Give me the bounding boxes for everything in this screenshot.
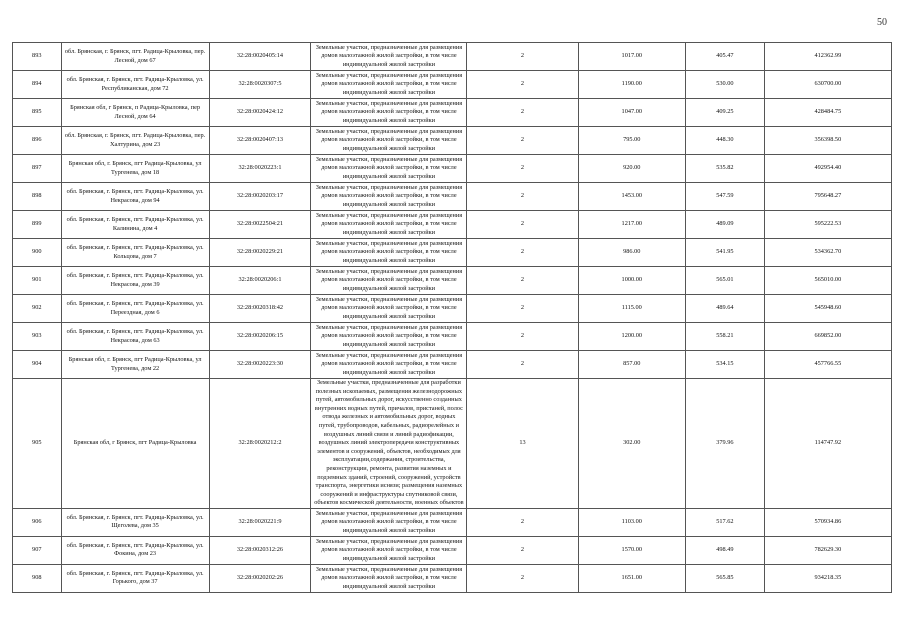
cadastral-value-cell: 630700.00 (764, 71, 891, 99)
address-cell: обл. Брянская, г. Брянск, пгт. Радица-Крыловка, ул. Переездная, дом 6 (61, 295, 209, 323)
group-cell: 2 (467, 183, 578, 211)
area-cell: 1017.00 (578, 43, 686, 71)
group-cell: 2 (467, 508, 578, 536)
cadastral-value-cell: 795648.27 (764, 183, 891, 211)
cadastral-number-cell: 32:28:0020223:30 (209, 351, 311, 379)
land-registry-table (12, 42, 892, 593)
table-row (13, 127, 892, 155)
group-cell: 2 (467, 99, 578, 127)
table-row (13, 323, 892, 351)
address-cell: обл. Брянская, г. Брянск, пгт. Радица-Крыловка, ул. Некрасова, дом 94 (61, 183, 209, 211)
cadastral-number-cell: 32:28:0020202:26 (209, 564, 311, 592)
table-row (13, 99, 892, 127)
row-number: 907 (13, 536, 62, 564)
row-number: 908 (13, 564, 62, 592)
cadastral-value-cell: 534362.70 (764, 239, 891, 267)
address-cell: обл. Брянская, г. Брянск, пгт. Радица-Крыловка, ул. Кольцова, дом 7 (61, 239, 209, 267)
cadastral-number-cell: 32:28:0020223:1 (209, 155, 311, 183)
cadastral-value-cell: 545948.60 (764, 295, 891, 323)
specific-value-cell: 565.85 (686, 564, 765, 592)
specific-value-cell: 517.62 (686, 508, 765, 536)
table-row (13, 379, 892, 509)
cadastral-value-cell: 565010.00 (764, 267, 891, 295)
table-row (13, 351, 892, 379)
table-row (13, 71, 892, 99)
area-cell: 1000.00 (578, 267, 686, 295)
row-number: 899 (13, 211, 62, 239)
cadastral-number-cell: 32:28:0020405:14 (209, 43, 311, 71)
area-cell: 795.00 (578, 127, 686, 155)
specific-value-cell: 489.64 (686, 295, 765, 323)
group-cell: 2 (467, 295, 578, 323)
cadastral-number-cell: 32:28:0020307:5 (209, 71, 311, 99)
cadastral-number-cell: 32:28:0020229:21 (209, 239, 311, 267)
table-row (13, 43, 892, 71)
land-use-cell: Земельные участки, предназначенные для размещения домов малоэтажной жилой застройки, в том числе индивидуальной жилой застройки (311, 351, 467, 379)
cadastral-number-cell: 32:28:0020424:12 (209, 99, 311, 127)
group-cell: 2 (467, 267, 578, 295)
address-cell: обл. Брянская, г. Брянск, пгт. Радица-Крыловка, пер. Халтурина, дом 23 (61, 127, 209, 155)
land-use-cell: Земельные участки, предназначенные для размещения домов малоэтажной жилой застройки, в том числе индивидуальной жилой застройки (311, 295, 467, 323)
area-cell: 1217.00 (578, 211, 686, 239)
group-cell: 2 (467, 351, 578, 379)
cadastral-number-cell: 32:28:0020312:26 (209, 536, 311, 564)
group-cell: 13 (467, 379, 578, 509)
address-cell: обл. Брянская, г. Брянск, пгт. Радица-Крыловка, ул. Некрасова, дом 39 (61, 267, 209, 295)
area-cell: 1190.00 (578, 71, 686, 99)
specific-value-cell: 541.95 (686, 239, 765, 267)
specific-value-cell: 405.47 (686, 43, 765, 71)
row-number: 900 (13, 239, 62, 267)
land-use-cell: Земельные участки, предназначенные для размещения домов малоэтажной жилой застройки, в том числе индивидуальной жилой застройки (311, 211, 467, 239)
cadastral-number-cell: 32:28:0022504:21 (209, 211, 311, 239)
area-cell: 302.00 (578, 379, 686, 509)
table-row (13, 155, 892, 183)
table-body (13, 43, 892, 593)
address-cell: обл. Брянская, г. Брянск, пгт. Радица-Крыловка, ул. Республиканская, дом 72 (61, 71, 209, 99)
area-cell: 1651.00 (578, 564, 686, 592)
group-cell: 2 (467, 323, 578, 351)
cadastral-number-cell: 32:28:0020206:1 (209, 267, 311, 295)
land-use-cell: Земельные участки, предназначенные для разработки полезных ископаемых, размещения железнодорожных путей, автомобильных дорог, искусственно созданных внутренних водных путей, причалов, пристаней, полос отвода железных и автомобильных дорог, водных путей, трубопроводов, кабельных, радиорелейных и воздушных линий связи и линий радиофикации, воздушных линий электропередачи конструктивных элементов и сооружений, объектов, необходимых для эксплуатации,содержания, строительства, реконструкции, ремонта, развития наземных и подземных зданий, строений, сооружений, устройств транспорта, энергетики иснязи; размещения наземных сооружений и инфраструктуры спутниковой связи, объектов космической деятельности, военных объектов (311, 379, 467, 509)
address-cell: Брянская обл, г. Брянск, пгт Радица-Крыловка, ул Тургенева, дом 18 (61, 155, 209, 183)
address-cell: Брянская обл, г Брянск, пгт Радица-Крыловка (61, 379, 209, 509)
land-use-cell: Земельные участки, предназначенные для размещения домов малоэтажной жилой застройки, в том числе индивидуальной жилой застройки (311, 536, 467, 564)
land-use-cell: Земельные участки, предназначенные для размещения домов малоэтажной жилой застройки, в том числе индивидуальной жилой застройки (311, 267, 467, 295)
row-number: 897 (13, 155, 62, 183)
specific-value-cell: 565.01 (686, 267, 765, 295)
specific-value-cell: 489.09 (686, 211, 765, 239)
cadastral-number-cell: 32:28:0020212:2 (209, 379, 311, 509)
row-number: 905 (13, 379, 62, 509)
group-cell: 2 (467, 127, 578, 155)
cadastral-value-cell: 669852.00 (764, 323, 891, 351)
cadastral-value-cell: 570934.86 (764, 508, 891, 536)
specific-value-cell: 379.96 (686, 379, 765, 509)
table-row (13, 564, 892, 592)
cadastral-number-cell: 32:28:0020221:9 (209, 508, 311, 536)
address-cell: обл. Брянская, г. Брянск, пгт. Радица-Крыловка, ул. Фокина, дом 23 (61, 536, 209, 564)
area-cell: 920.00 (578, 155, 686, 183)
row-number: 906 (13, 508, 62, 536)
address-cell: Брянская обл, г. Брянск, пгт Радица-Крыловка, ул Тургенева, дом 22 (61, 351, 209, 379)
land-use-cell: Земельные участки, предназначенные для размещения домов малоэтажной жилой застройки, в том числе индивидуальной жилой застройки (311, 127, 467, 155)
table-row (13, 211, 892, 239)
group-cell: 2 (467, 536, 578, 564)
row-number: 895 (13, 99, 62, 127)
address-cell: обл. Брянская, г. Брянск, пгт. Радица-Крыловка, ул. Калинина, дом 4 (61, 211, 209, 239)
specific-value-cell: 558.21 (686, 323, 765, 351)
land-use-cell: Земельные участки, предназначенные для размещения домов малоэтажной жилой застройки, в том числе индивидуальной жилой застройки (311, 71, 467, 99)
land-use-cell: Земельные участки, предназначенные для размещения домов малоэтажной жилой застройки, в том числе индивидуальной жилой застройки (311, 183, 467, 211)
cadastral-value-cell: 428484.75 (764, 99, 891, 127)
address-cell: обл. Брянская, г. Брянск, пгт. Радица-Крыловка, ул. Щеголева, дом 35 (61, 508, 209, 536)
table-row (13, 536, 892, 564)
row-number: 903 (13, 323, 62, 351)
row-number: 894 (13, 71, 62, 99)
table-row (13, 239, 892, 267)
address-cell: обл. Брянская, г. Брянск, пгт. Радица-Крыловка, ул. Некрасова, дом 63 (61, 323, 209, 351)
group-cell: 2 (467, 564, 578, 592)
area-cell: 1115.00 (578, 295, 686, 323)
cadastral-value-cell: 934218.35 (764, 564, 891, 592)
table-row (13, 267, 892, 295)
land-use-cell: Земельные участки, предназначенные для размещения домов малоэтажной жилой застройки, в том числе индивидуальной жилой застройки (311, 155, 467, 183)
group-cell: 2 (467, 239, 578, 267)
specific-value-cell: 535.82 (686, 155, 765, 183)
land-use-cell: Земельные участки, предназначенные для размещения домов малоэтажной жилой застройки, в том числе индивидуальной жилой застройки (311, 99, 467, 127)
land-use-cell: Земельные участки, предназначенные для размещения домов малоэтажной жилой застройки, в том числе индивидуальной жилой застройки (311, 323, 467, 351)
group-cell: 2 (467, 211, 578, 239)
row-number: 904 (13, 351, 62, 379)
row-number: 902 (13, 295, 62, 323)
area-cell: 857.00 (578, 351, 686, 379)
cadastral-value-cell: 412362.99 (764, 43, 891, 71)
area-cell: 1103.00 (578, 508, 686, 536)
row-number: 896 (13, 127, 62, 155)
page-number: 50 (877, 17, 887, 28)
table-row (13, 508, 892, 536)
address-cell: обл. Брянская, г. Брянск, пгт. Радица-Крыловка, пер. Лесной, дом 67 (61, 43, 209, 71)
address-cell: Брянская обл, г Брянск, п Радица-Крыловка, пер Лесной, дом 64 (61, 99, 209, 127)
specific-value-cell: 448.30 (686, 127, 765, 155)
group-cell: 2 (467, 43, 578, 71)
area-cell: 986.00 (578, 239, 686, 267)
cadastral-value-cell: 595222.53 (764, 211, 891, 239)
row-number: 898 (13, 183, 62, 211)
specific-value-cell: 534.15 (686, 351, 765, 379)
specific-value-cell: 409.25 (686, 99, 765, 127)
row-number: 893 (13, 43, 62, 71)
cadastral-number-cell: 32:28:0020206:15 (209, 323, 311, 351)
area-cell: 1570.00 (578, 536, 686, 564)
land-use-cell: Земельные участки, предназначенные для размещения домов малоэтажной жилой застройки, в том числе индивидуальной жилой застройки (311, 239, 467, 267)
address-cell: обл. Брянская, г. Брянск, пгт. Радица-Крыловка, ул. Горького, дом 37 (61, 564, 209, 592)
area-cell: 1453.00 (578, 183, 686, 211)
group-cell: 2 (467, 155, 578, 183)
cadastral-value-cell: 492954.40 (764, 155, 891, 183)
cadastral-value-cell: 782629.30 (764, 536, 891, 564)
land-use-cell: Земельные участки, предназначенные для размещения домов малоэтажной жилой застройки, в том числе индивидуальной жилой застройки (311, 564, 467, 592)
cadastral-number-cell: 32:28:0020318:42 (209, 295, 311, 323)
area-cell: 1047.00 (578, 99, 686, 127)
cadastral-value-cell: 356398.50 (764, 127, 891, 155)
land-use-cell: Земельные участки, предназначенные для размещения домов малоэтажной жилой застройки, в том числе индивидуальной жилой застройки (311, 508, 467, 536)
group-cell: 2 (467, 71, 578, 99)
area-cell: 1200.00 (578, 323, 686, 351)
row-number: 901 (13, 267, 62, 295)
table-row (13, 183, 892, 211)
specific-value-cell: 547.59 (686, 183, 765, 211)
cadastral-number-cell: 32:28:0020407:13 (209, 127, 311, 155)
table-row (13, 295, 892, 323)
specific-value-cell: 498.49 (686, 536, 765, 564)
cadastral-value-cell: 457766.55 (764, 351, 891, 379)
cadastral-number-cell: 32:28:0020203:17 (209, 183, 311, 211)
cadastral-value-cell: 114747.92 (764, 379, 891, 509)
specific-value-cell: 530.00 (686, 71, 765, 99)
land-use-cell: Земельные участки, предназначенные для размещения домов малоэтажной жилой застройки, в том числе индивидуальной жилой застройки (311, 43, 467, 71)
